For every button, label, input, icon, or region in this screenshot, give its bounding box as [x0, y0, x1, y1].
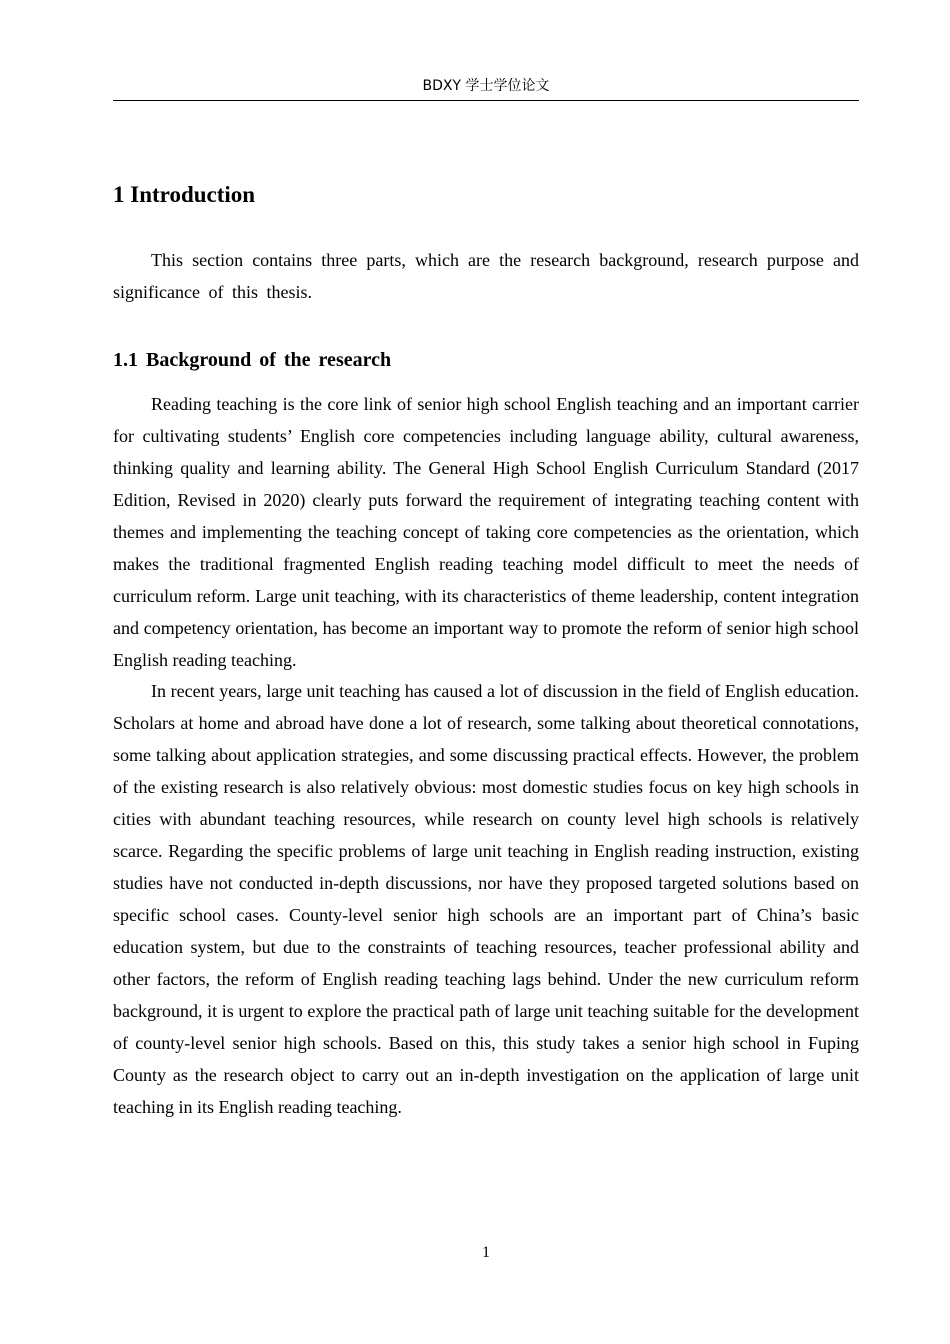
running-header: BDXY 学士学位论文: [422, 78, 550, 94]
header-rule: [113, 100, 859, 101]
page-number: 1: [482, 1244, 490, 1261]
chapter-intro-paragraph: This section contains three parts, which are the research background, research purpose and significance of this thesis.: [113, 250, 859, 302]
body-paragraph-2: In recent years, large unit teaching has caused a lot of discussion in the field of English education. Scholars at home and abroad have done a lot of research, some talking about theoretical connotations, some talking about application strategies, and some discussing practical effects. However, the problem of the existing research is also relatively obvious: most domestic studies focus on key high schools in cities with abundant teaching resources, while research on county level high schools is relatively scarce. Regarding the specific problems of large unit teaching in English reading instruction, existing studies have not conducted in-depth discussions, nor have they proposed targeted solutions based on specific school cases. County-level senior high schools are an important part of China’s basic education system, but due to the constraints of teaching resources, teacher professional ability and other factors, the reform of English reading teaching lags behind. Under the new curriculum reform background, it is urgent to explore the practical path of large unit teaching suitable for the development of county-level senior high schools. Based on this, this study takes a senior high school in Fuping County as the research object to carry out an in-depth investigation on the application of large unit teaching in its English reading teaching.: [113, 681, 859, 1117]
body-paragraph-1: Reading teaching is the core link of senior high school English teaching and an important carrier for cultivating students’ English core competencies including language ability, cultural awareness, thinking quality and learning ability. The General High School English Curriculum Standard (2017 Edition, Revised in 2020) clearly puts forward the requirement of integrating teaching content with themes and implementing the teaching concept of taking core competencies as the orientation, which makes the traditional fragmented English reading teaching model difficult to meet the needs of curriculum reform. Large unit teaching, with its characteristics of theme leadership, content integration and competency orientation, has become an important way to promote the reform of senior high school English reading teaching.: [113, 394, 859, 670]
chapter-title: 1 Introduction: [113, 182, 256, 207]
section-title: 1.1 Background of the research: [113, 349, 392, 371]
